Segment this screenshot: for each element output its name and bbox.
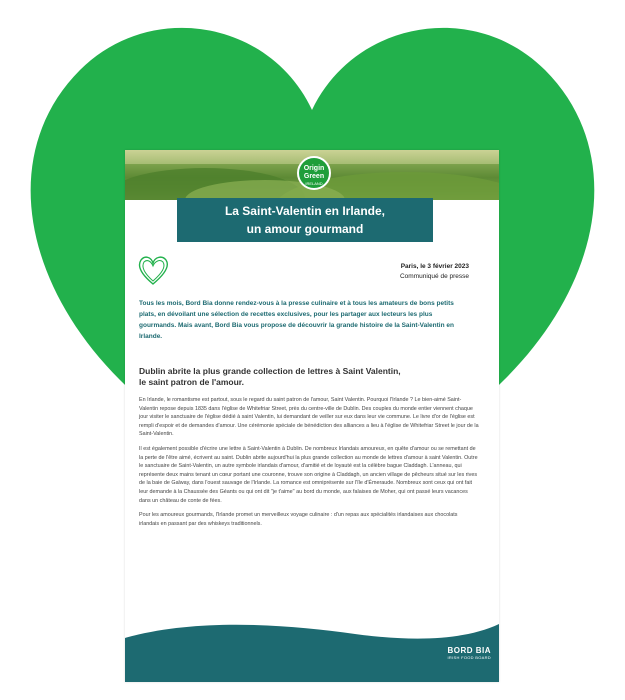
headline-line2: le saint patron de l'amour. — [139, 377, 244, 387]
body-paragraph-3: Pour les amoureux gourmands, l'Irlande promet un merveilleux voyage culinaire : d'un repas aux spécialités irlandaises aux chocolats irlandais en passant par des whiskeys traditionnels. — [139, 512, 458, 527]
body-text — [139, 396, 479, 534]
press-release-document — [125, 150, 499, 682]
badge-line3: IRELAND — [305, 181, 323, 186]
headline-line1: Dublin abrite la plus grande collection de lettres à Saint Valentin, — [139, 366, 401, 376]
bord-bia-logo — [447, 646, 491, 660]
press-date: Paris, le 3 février 2023 — [400, 263, 469, 270]
body-paragraph-2: Il est également possible d'écrire une lettre à Saint-Valentin à Dublin. De nombreux Irlandais amoureux, en quête d'amour ou se remettant de la perte de l'être aimé, écrivent au saint. Dublin abrite aujourd'hui la plus grande collection au monde de lettres d'amour à saint Valentin. Outre le sanctuaire de Saint-Valentin, un autre symbole irlandais d'amour, d'amitié et de loyauté est la célèbre bague Claddagh. L'anneau, qui représente deux mains tenant un cœur portant une couronne, trouve son origine à Claddagh, un ancien village de pêcheurs situé sur les rives de la baie de Galway, dans l'ouest sauvage de l'Irlande. La romance est omniprésente sur l'île d'Émeraude. Nombreux sont ceux qui ont fait leur demande à la Chaussée des Géants ou qui ont dit "je t'aime" au bord du monde, aux falaises de Moher, qui ont passé leurs vacances dans un château de conte de fées. — [139, 445, 478, 504]
title-box — [177, 198, 433, 242]
footer-wave — [125, 618, 499, 682]
title-line1: La Saint-Valentin en Irlande, — [224, 204, 386, 218]
origin-green-logo — [297, 156, 331, 190]
title-line2: un amour gourmand — [246, 222, 364, 236]
badge-line2: Green — [303, 173, 325, 180]
brand-sub: IRISH FOOD BOARD — [447, 655, 491, 660]
press-kind: Communiqué de presse — [399, 273, 469, 280]
badge-line1: Origin — [303, 165, 325, 172]
intro-paragraph: Tous les mois, Bord Bia donne rendez-vous à la presse culinaire et à tous les amateurs de bons petits plats, en dévoilant une sélection de recettes exclusives, pour les partager aux lecteurs les plus gourmands. Mais avant, Bord Bia vous propose de découvrir la grande histoire de la Saint-Valentin en Irlande. — [139, 300, 454, 340]
section-headline — [139, 366, 459, 388]
dateline — [400, 262, 469, 282]
body-paragraph-1: En Irlande, le romantisme est partout, sous le regard du saint patron de l'amour, Saint Valentin. Pourquoi l'Irlande ? Le bien-aimé Saint-Valentin repose depuis 1835 dans l'église de Whitefriar Street, près du centre-ville de Dublin. Des couples du monde entier viennent chaque jour visiter le sanctuaire de l'église dédié à saint Valentin, lui demandant de veiller sur eux dans leur vie commune. Le livre d'or de l'église est rempli d'espoir et de demandes d'amour. Une cérémonie spéciale de bénédiction des alliances a lieu à l'église de Whitefriar Street le jour de la Saint-Valentin. — [139, 397, 479, 438]
brand-name: BORD BIA — [447, 646, 491, 655]
heart-doodle-icon — [135, 254, 171, 288]
